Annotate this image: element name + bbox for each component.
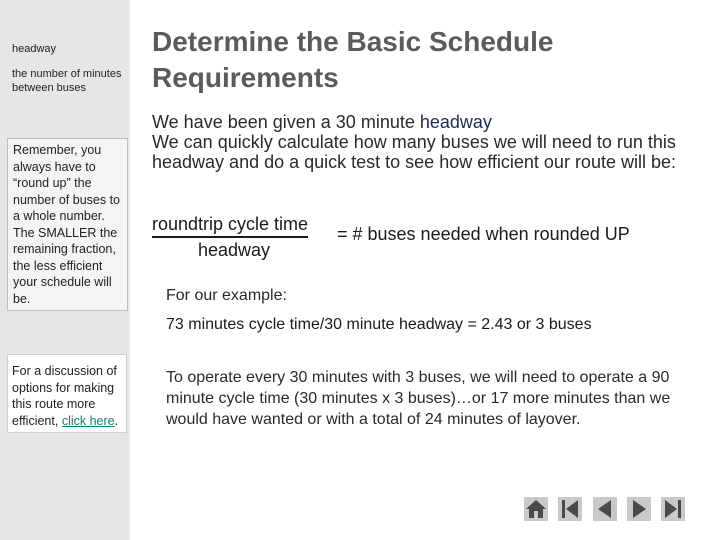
intro-line xyxy=(152,112,692,132)
intro-text xyxy=(152,112,692,172)
glossary-definition: the number of minutes between buses xyxy=(12,68,122,94)
formula-numerator: roundtrip cycle time xyxy=(152,214,308,238)
formula-denominator: headway xyxy=(198,240,271,260)
next-button[interactable] xyxy=(627,497,651,521)
intro-prefix: We have been given a 30 minute xyxy=(152,112,420,132)
example-calculation: 73 minutes cycle time/30 minute headway = 2.43 or 3 buses xyxy=(166,316,592,333)
example-label: For our example: xyxy=(166,287,287,304)
sidebar xyxy=(0,0,130,540)
round-up-note xyxy=(7,138,128,311)
home-icon xyxy=(524,497,548,521)
previous-button[interactable] xyxy=(593,497,617,521)
example-explanation: To operate every 30 minutes with 3 buses, we will need to operate a 90 minute cycle time (30 minutes x 3 buses)…or 17 more minutes than we would have wanted or with a total of 24 minutes of layover. xyxy=(166,369,671,428)
glossary-term: headway xyxy=(12,43,57,55)
round-up-note-text: Remember, you always have to “round up” the number of buses to a whole number. The SMALLER the remaining fraction, the less efficient your schedule will be. xyxy=(13,143,121,306)
discussion-suffix: . xyxy=(114,413,119,428)
first-page-button[interactable] xyxy=(558,497,582,521)
last-page-button[interactable] xyxy=(661,497,685,521)
page-title: Determine the Basic Schedule Requirements xyxy=(152,26,554,93)
discussion-box xyxy=(7,354,127,433)
first-icon xyxy=(558,497,582,521)
discussion-text: For a discussion of options for making this route more efficient, xyxy=(12,364,117,428)
click-here-link[interactable]: click here xyxy=(61,413,115,428)
intro-body: We can quickly calculate how many buses we will need to run this headway and do a quick test to see how efficient our route will be: xyxy=(152,132,676,172)
last-icon xyxy=(661,497,685,521)
home-button[interactable] xyxy=(524,497,548,521)
next-icon xyxy=(627,497,651,521)
formula-result: = # buses needed when rounded UP xyxy=(337,224,630,244)
headway-term[interactable]: headway xyxy=(419,112,492,132)
previous-icon xyxy=(593,497,617,521)
